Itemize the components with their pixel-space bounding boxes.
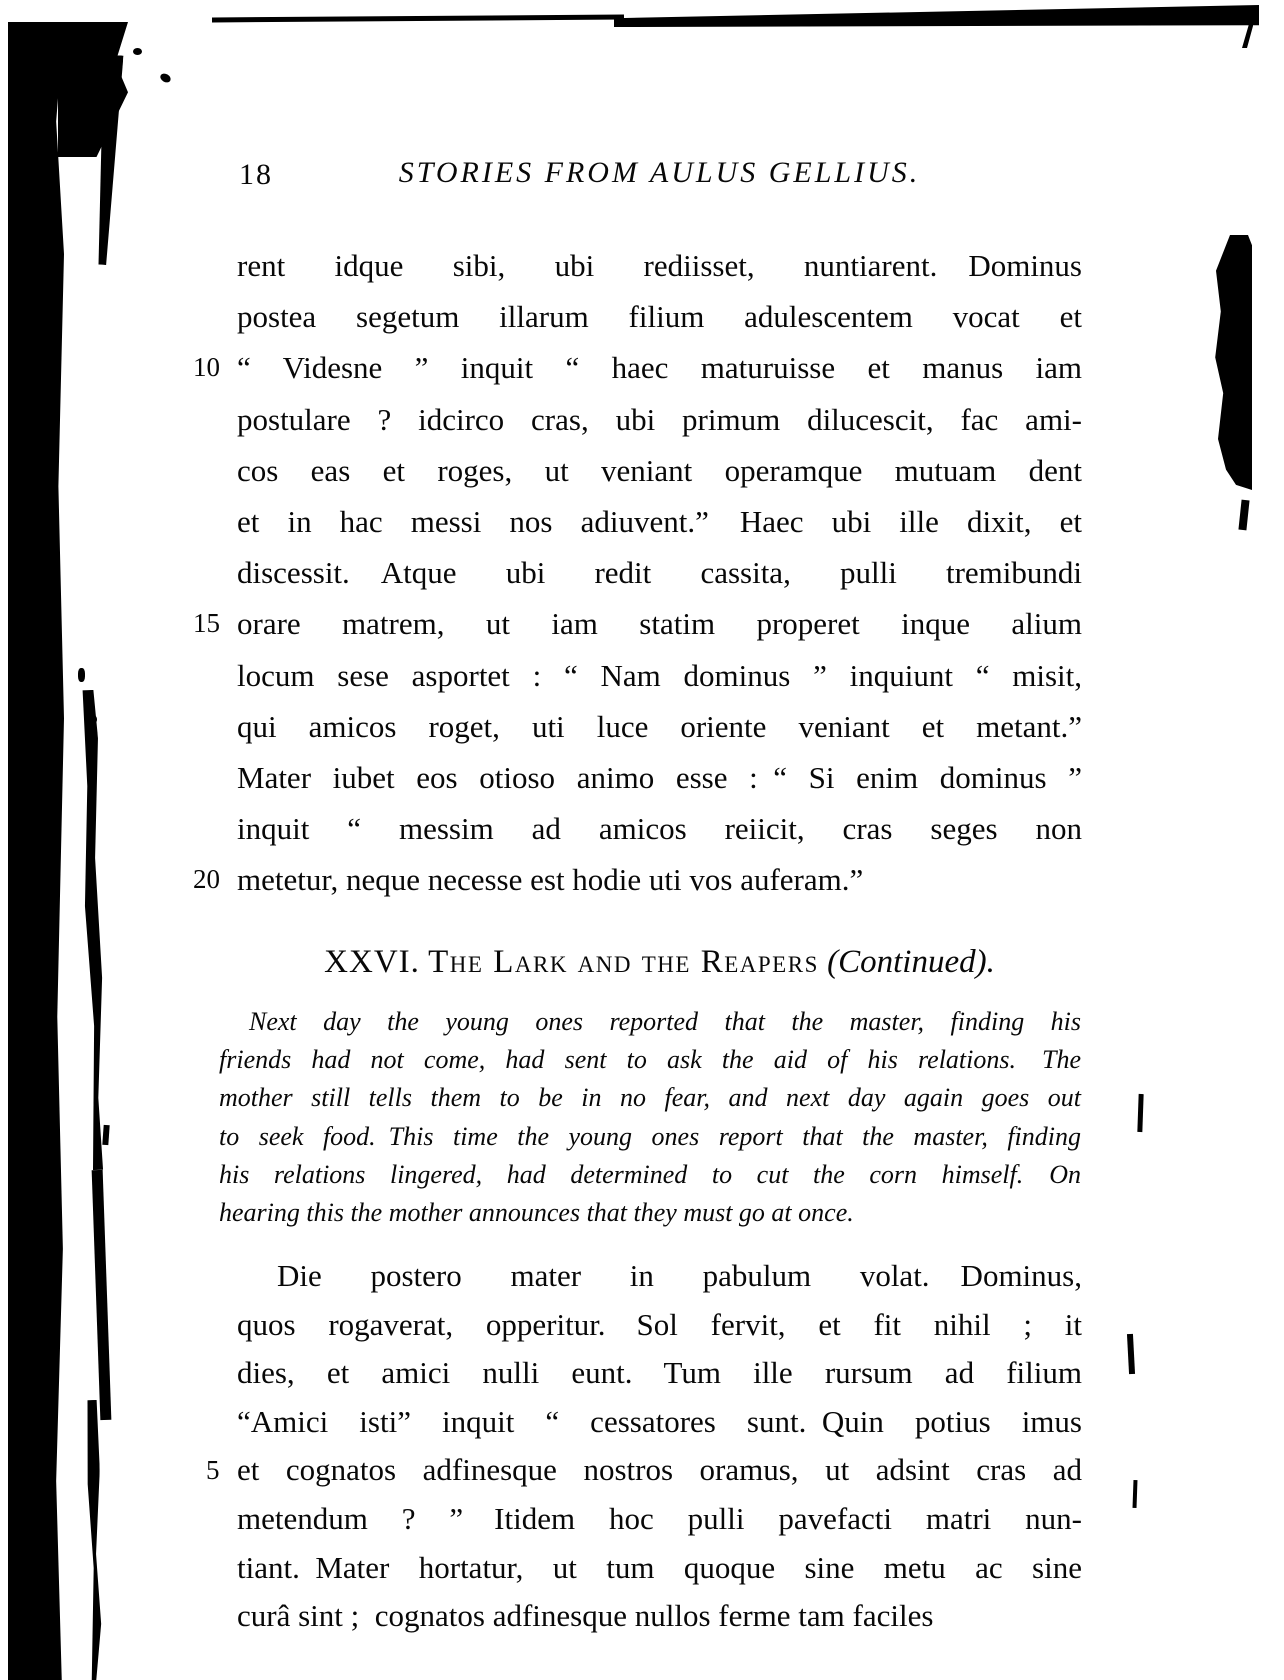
- latin-line: et in hac messi nos adiuvent.” Haec ubi ille dixit, et: [237, 503, 1082, 539]
- section-number: XXVI.: [324, 944, 420, 980]
- scan-streak: [86, 1400, 104, 1680]
- scan-speck: [133, 48, 142, 55]
- scan-dash: [1137, 1094, 1143, 1132]
- latin-line: Mater iubet eos otioso animo esse : “ Si enim dominus ”: [237, 759, 1082, 795]
- latin-line: quos rogaverat, opperitur. Sol fervit, et fit nihil ; it: [237, 1306, 1082, 1342]
- latin-line: qui amicos roget, uti luce oriente veniant et metant.”: [237, 708, 1082, 744]
- page-header: [237, 156, 1082, 198]
- latin-line: dies, et amici nulli eunt. Tum ille rursum ad filium: [237, 1355, 1082, 1391]
- latin-line: locum sese asportet : “ Nam dominus ” inquiunt “ misit,: [237, 657, 1082, 693]
- scan-speck: [159, 72, 173, 84]
- section-title: The Lark and the Reapers: [428, 944, 819, 980]
- summary-line: his relations lingered, had determined to cut the corn himself. On: [219, 1159, 1081, 1189]
- latin-line: “Amici isti” inquit “ cessatores sunt. Quin potius imus: [237, 1403, 1082, 1439]
- scan-streak: [92, 1170, 112, 1420]
- line-number: 10: [193, 352, 220, 383]
- latin-line: rent idque sibi, ubi rediisset, nuntiarent. Dominus: [237, 248, 1082, 283]
- latin-line: 10 “ Videsne ” inquit “ haec maturuisse et manus iam: [237, 342, 1082, 393]
- latin-passage-2: [206, 1252, 1082, 1641]
- section-continued: (Continued).: [827, 944, 995, 980]
- latin-line: postea segetum illarum filium adulescentem vocat et: [237, 299, 1082, 335]
- latin-line: postulare ? idcirco cras, ubi primum dilucescit, fac ami-: [237, 401, 1082, 437]
- latin-line: discessit. Atque ubi redit cassita, pulli tremibundi: [237, 555, 1082, 591]
- section-heading: [237, 944, 1082, 981]
- ink-blot-tail: [1238, 500, 1249, 531]
- scan-dash: [1127, 1334, 1135, 1374]
- page-number: 18: [239, 158, 273, 191]
- page-top-edge-line: [212, 15, 624, 23]
- summary-line: mother still tells them to be in no fear, and next day again goes out: [219, 1083, 1081, 1113]
- scan-dash: [1133, 1480, 1138, 1508]
- line-number: 20: [193, 864, 220, 895]
- running-title: STORIES FROM AULUS GELLIUS.: [398, 156, 921, 189]
- latin-line: 20 metetur, neque necesse est hodie uti vos auferam.”: [237, 854, 1082, 905]
- ink-blot: [1212, 235, 1252, 490]
- latin-line: Die postero mater in pabulum volat. Dominus,: [277, 1258, 1082, 1293]
- summary-line: friends had not come, had sent to ask the aid of his relations. The: [219, 1045, 1081, 1075]
- summary-paragraph: [219, 1003, 1081, 1232]
- line-number: 5: [206, 1455, 220, 1486]
- page-top-edge-hook: [1233, 8, 1253, 48]
- latin-line: tiant. Mater hortatur, ut tum quoque sine metu ac sine: [237, 1549, 1082, 1585]
- latin-passage-1: [193, 240, 1082, 905]
- latin-line: curâ sint ; cognatos adfinesque nullos ferme tam faciles: [237, 1598, 934, 1634]
- latin-line: metendum ? ” Itidem hoc pulli pavefacti matri nun-: [237, 1500, 1082, 1536]
- summary-line: Next day the young ones reported that the master, finding his: [249, 1007, 1081, 1036]
- scan-streak: [79, 690, 107, 1170]
- line-number: 15: [193, 608, 220, 639]
- scan-gutter-band: [8, 22, 64, 1680]
- latin-line: cos eas et roges, ut veniant operamque mutuam dent: [237, 452, 1082, 488]
- scan-speck: [86, 714, 97, 725]
- latin-line: 15 orare matrem, ut iam statim properet inque alium: [237, 598, 1082, 649]
- summary-line: to seek food. This time the young ones report that the master, finding: [219, 1121, 1081, 1151]
- page-top-edge-line: [614, 5, 1259, 27]
- scan-speck: [78, 668, 85, 682]
- latin-line: inquit “ messim ad amicos reiicit, cras seges non: [237, 811, 1082, 847]
- latin-line: 5 et cognatos adfinesque nostros oramus, ut adsint cras ad: [237, 1446, 1082, 1495]
- summary-line: hearing this the mother announces that they must go at once.: [219, 1197, 854, 1227]
- scan-speck: [102, 1125, 109, 1145]
